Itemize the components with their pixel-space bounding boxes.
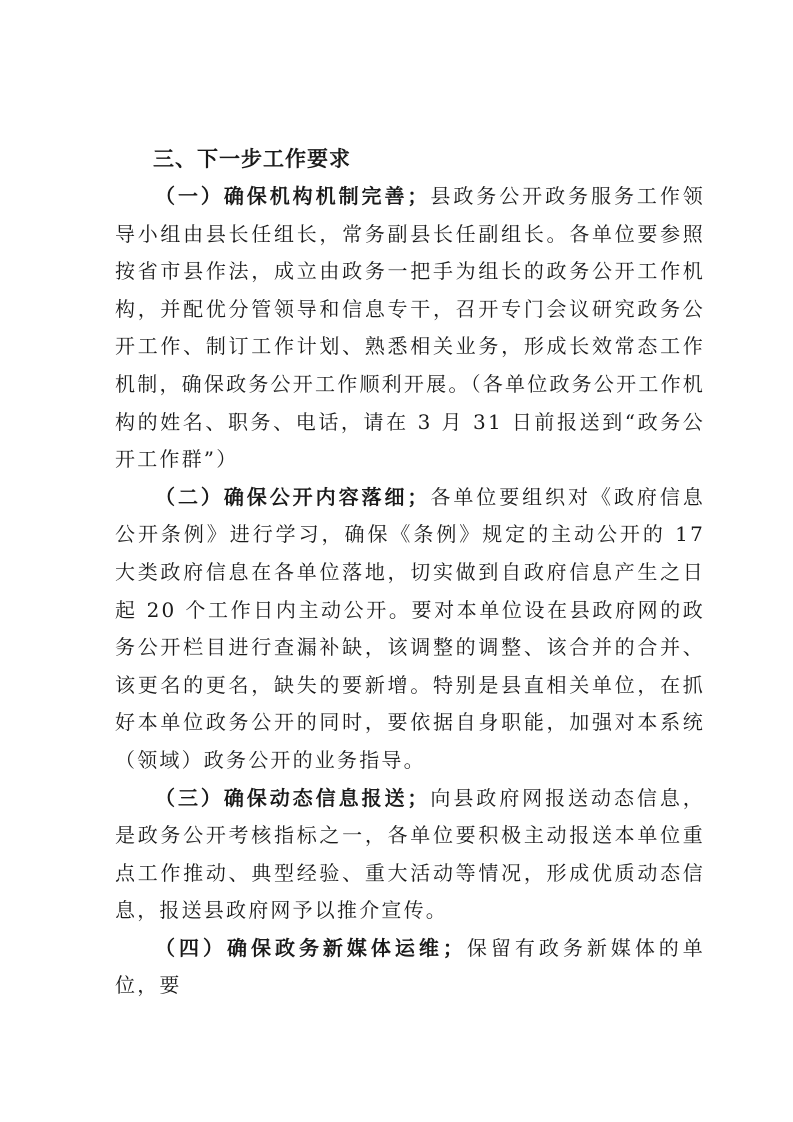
paragraph-lead: （四）确保政务新媒体运维；	[155, 935, 466, 960]
paragraph-new-media	[115, 930, 705, 1005]
paragraph-body: 保留有政务新媒体的单位，要	[115, 935, 705, 998]
section-heading: 三、下一步工作要求	[153, 147, 351, 171]
paragraph-body: 各单位要组织对《政府信息公开条例》进行学习，确保《条例》规定的主动公开的 17 大类政府信息在各单位落地，切实做到自政府信息产生之日起 20 个工作日内主动公开。要对本单位设在县政府网的政务公开栏目进行查漏补缺，该调整的调整、该合并的合并、该更名的更名，缺失的要新增。特别是县直相关单位，在抓好本单位政务公开的同时，要依据自身职能，加强对本系统（领域）政务公开的业务指导。	[115, 484, 705, 772]
paragraph-institutional-mechanism	[115, 178, 705, 479]
paragraph-lead: （二）确保公开内容落细；	[155, 484, 430, 509]
paragraph-body: 向县政府网报送动态信息，是政务公开考核指标之一，各单位要积极主动报送本单位重点工作推动、典型经验、重大活动等情况，形成优质动态信息，报送县政府网予以推介宣传。	[115, 785, 705, 923]
paragraph-dynamic-info	[115, 780, 705, 930]
paragraph-disclosure-content	[115, 479, 705, 780]
paragraph-lead: （一）确保机构机制完善；	[155, 184, 430, 208]
paragraph-body: 县政务公开政务服务工作领导小组由县长任组长，常务副县长任副组长。各单位要参照按省市县作法，成立由政务一把手为组长的政务公开工作机构，并配优分管领导和信息专干，召开专门会议研究政务公开工作、制订工作计划、熟悉相关业务，形成长效常态工作机制，确保政务公开工作顺利开展。（各单位政务公开工作机构的姓名、职务、电话，请在 3 月 31 日前报送到“政务公开工作群”）	[115, 184, 705, 472]
document-body	[115, 142, 705, 1005]
paragraph-lead: （三）确保动态信息报送；	[155, 785, 430, 810]
